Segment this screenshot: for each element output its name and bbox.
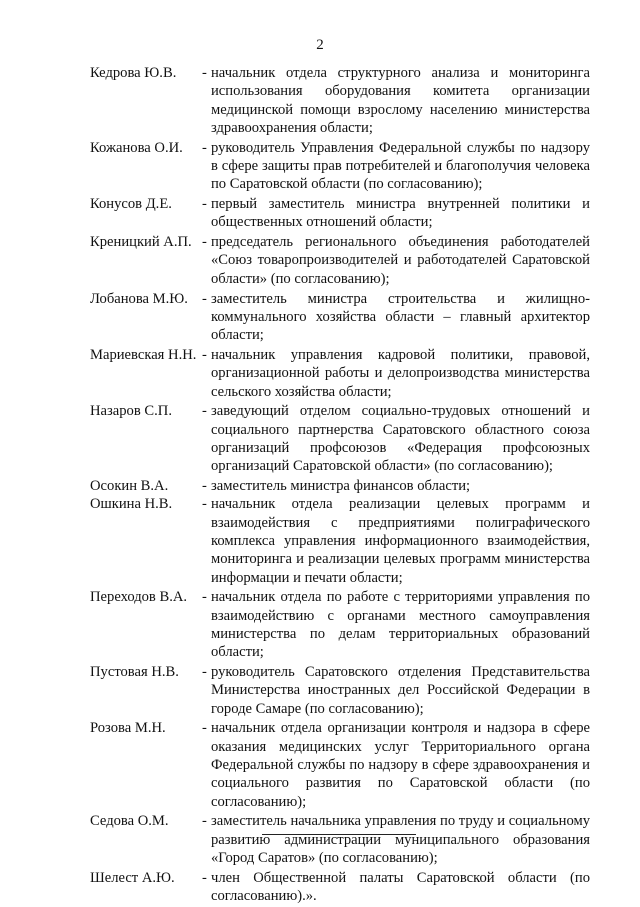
list-item bbox=[90, 139, 590, 194]
member-name: Осокин В.А. bbox=[90, 478, 169, 495]
list-item bbox=[90, 719, 590, 810]
member-name: Кожанова О.И. bbox=[90, 139, 183, 156]
member-name: Мариевская Н.Н. bbox=[90, 346, 197, 363]
list-item bbox=[90, 869, 590, 906]
dash-separator: - bbox=[202, 65, 207, 81]
list-item bbox=[90, 588, 590, 661]
dash-separator: - bbox=[202, 589, 207, 606]
member-position: начальник отдела организации контроля и надзора в сфере оказания медицинских услуг Территориального органа Федеральной службы по надзору в сфере здравоохранения и социального развития по Саратовской области (по согласованию); bbox=[211, 720, 590, 810]
member-position: начальник отдела структурного анализа и мониторинга использования оборудования комитета организации медицинской помощи взрослому населению министерства здравоохранения области; bbox=[211, 65, 590, 136]
dash-separator: - bbox=[202, 720, 207, 737]
closing-rule-divider bbox=[262, 834, 416, 835]
member-position: заместитель министра финансов области; bbox=[211, 478, 471, 495]
dash-separator: - bbox=[202, 290, 207, 307]
member-name: Седова О.М. bbox=[90, 813, 169, 830]
list-item bbox=[90, 233, 590, 288]
dash-separator: - bbox=[202, 346, 207, 363]
dash-separator: - bbox=[202, 403, 207, 420]
member-position: начальник отдела по работе с территориями управления по взаимодействию с органами местного самоуправления министерства по делам территориальных образований области; bbox=[211, 589, 590, 661]
dash-separator: - bbox=[202, 234, 207, 251]
list-item bbox=[90, 663, 590, 718]
member-position: заместитель министра строительства и жилищно-коммунального хозяйства области – главный архитектор области; bbox=[211, 290, 590, 344]
member-position: член Общественной палаты Саратовской области (по согласованию).». bbox=[211, 869, 590, 905]
member-name: Кедрова Ю.В. bbox=[90, 65, 177, 81]
member-position: заведующий отделом социально-трудовых отношений и социального партнерства Саратовского областного союза организаций профсоюзов «Федерация профсоюзных организаций Саратовской области» (по согласованию); bbox=[211, 403, 590, 475]
dash-separator: - bbox=[202, 478, 207, 495]
member-name: Креницкий А.П. bbox=[90, 234, 192, 251]
list-item bbox=[90, 477, 590, 495]
member-name: Розова М.Н. bbox=[90, 720, 166, 737]
list-item bbox=[90, 402, 590, 475]
member-name: Шелест А.Ю. bbox=[90, 869, 175, 886]
member-position: председатель регионального объединения работодателей «Союз товаропроизводителей и работодателей Саратовской области» (по согласованию); bbox=[211, 234, 590, 287]
dash-separator: - bbox=[202, 496, 207, 513]
dash-separator: - bbox=[202, 813, 207, 830]
member-name: Назаров С.П. bbox=[90, 403, 172, 420]
dash-separator: - bbox=[202, 139, 207, 156]
member-name: Пустовая Н.В. bbox=[90, 664, 179, 680]
member-position: заместитель начальника управления по труду и социальному развитию администрации муниципального образования «Город Саратов» (по согласованию); bbox=[211, 813, 590, 866]
member-name: Лобанова М.Ю. bbox=[90, 290, 188, 307]
list-item bbox=[90, 195, 590, 232]
member-position: начальник отдела реализации целевых программ и взаимодействия с предприятиями полиграфического комплекса управления информационного взаимодействия, мониторинга и реализации целевых программ министерства информации и печати области; bbox=[211, 496, 590, 586]
list-item bbox=[90, 346, 590, 401]
dash-separator: - bbox=[202, 664, 207, 680]
member-name: Ошкина Н.В. bbox=[90, 496, 173, 513]
list-item bbox=[90, 812, 590, 867]
member-name: Переходов В.А. bbox=[90, 589, 188, 606]
list-item bbox=[90, 290, 590, 345]
member-list bbox=[90, 64, 590, 907]
member-position: руководитель Управления Федеральной службы по надзору в сфере защиты прав потребителей и благополучия человека по Саратовской области (по согласованию); bbox=[211, 139, 590, 193]
member-position: первый заместитель министра внутренней политики и общественных отношений области; bbox=[211, 196, 590, 231]
member-position: начальник управления кадровой политики, правовой, организационной работы и делопроизводства министерства сельского хозяйства области; bbox=[211, 346, 590, 400]
list-item bbox=[90, 64, 590, 137]
dash-separator: - bbox=[202, 869, 207, 886]
member-position: руководитель Саратовского отделения Представительства Министерства иностранных дел Российской Федерации в городе Самаре (по согласованию); bbox=[211, 664, 590, 717]
list-item bbox=[90, 495, 590, 586]
page-number: 2 bbox=[316, 37, 324, 53]
dash-separator: - bbox=[202, 196, 207, 213]
member-name: Конусов Д.Е. bbox=[90, 196, 172, 213]
